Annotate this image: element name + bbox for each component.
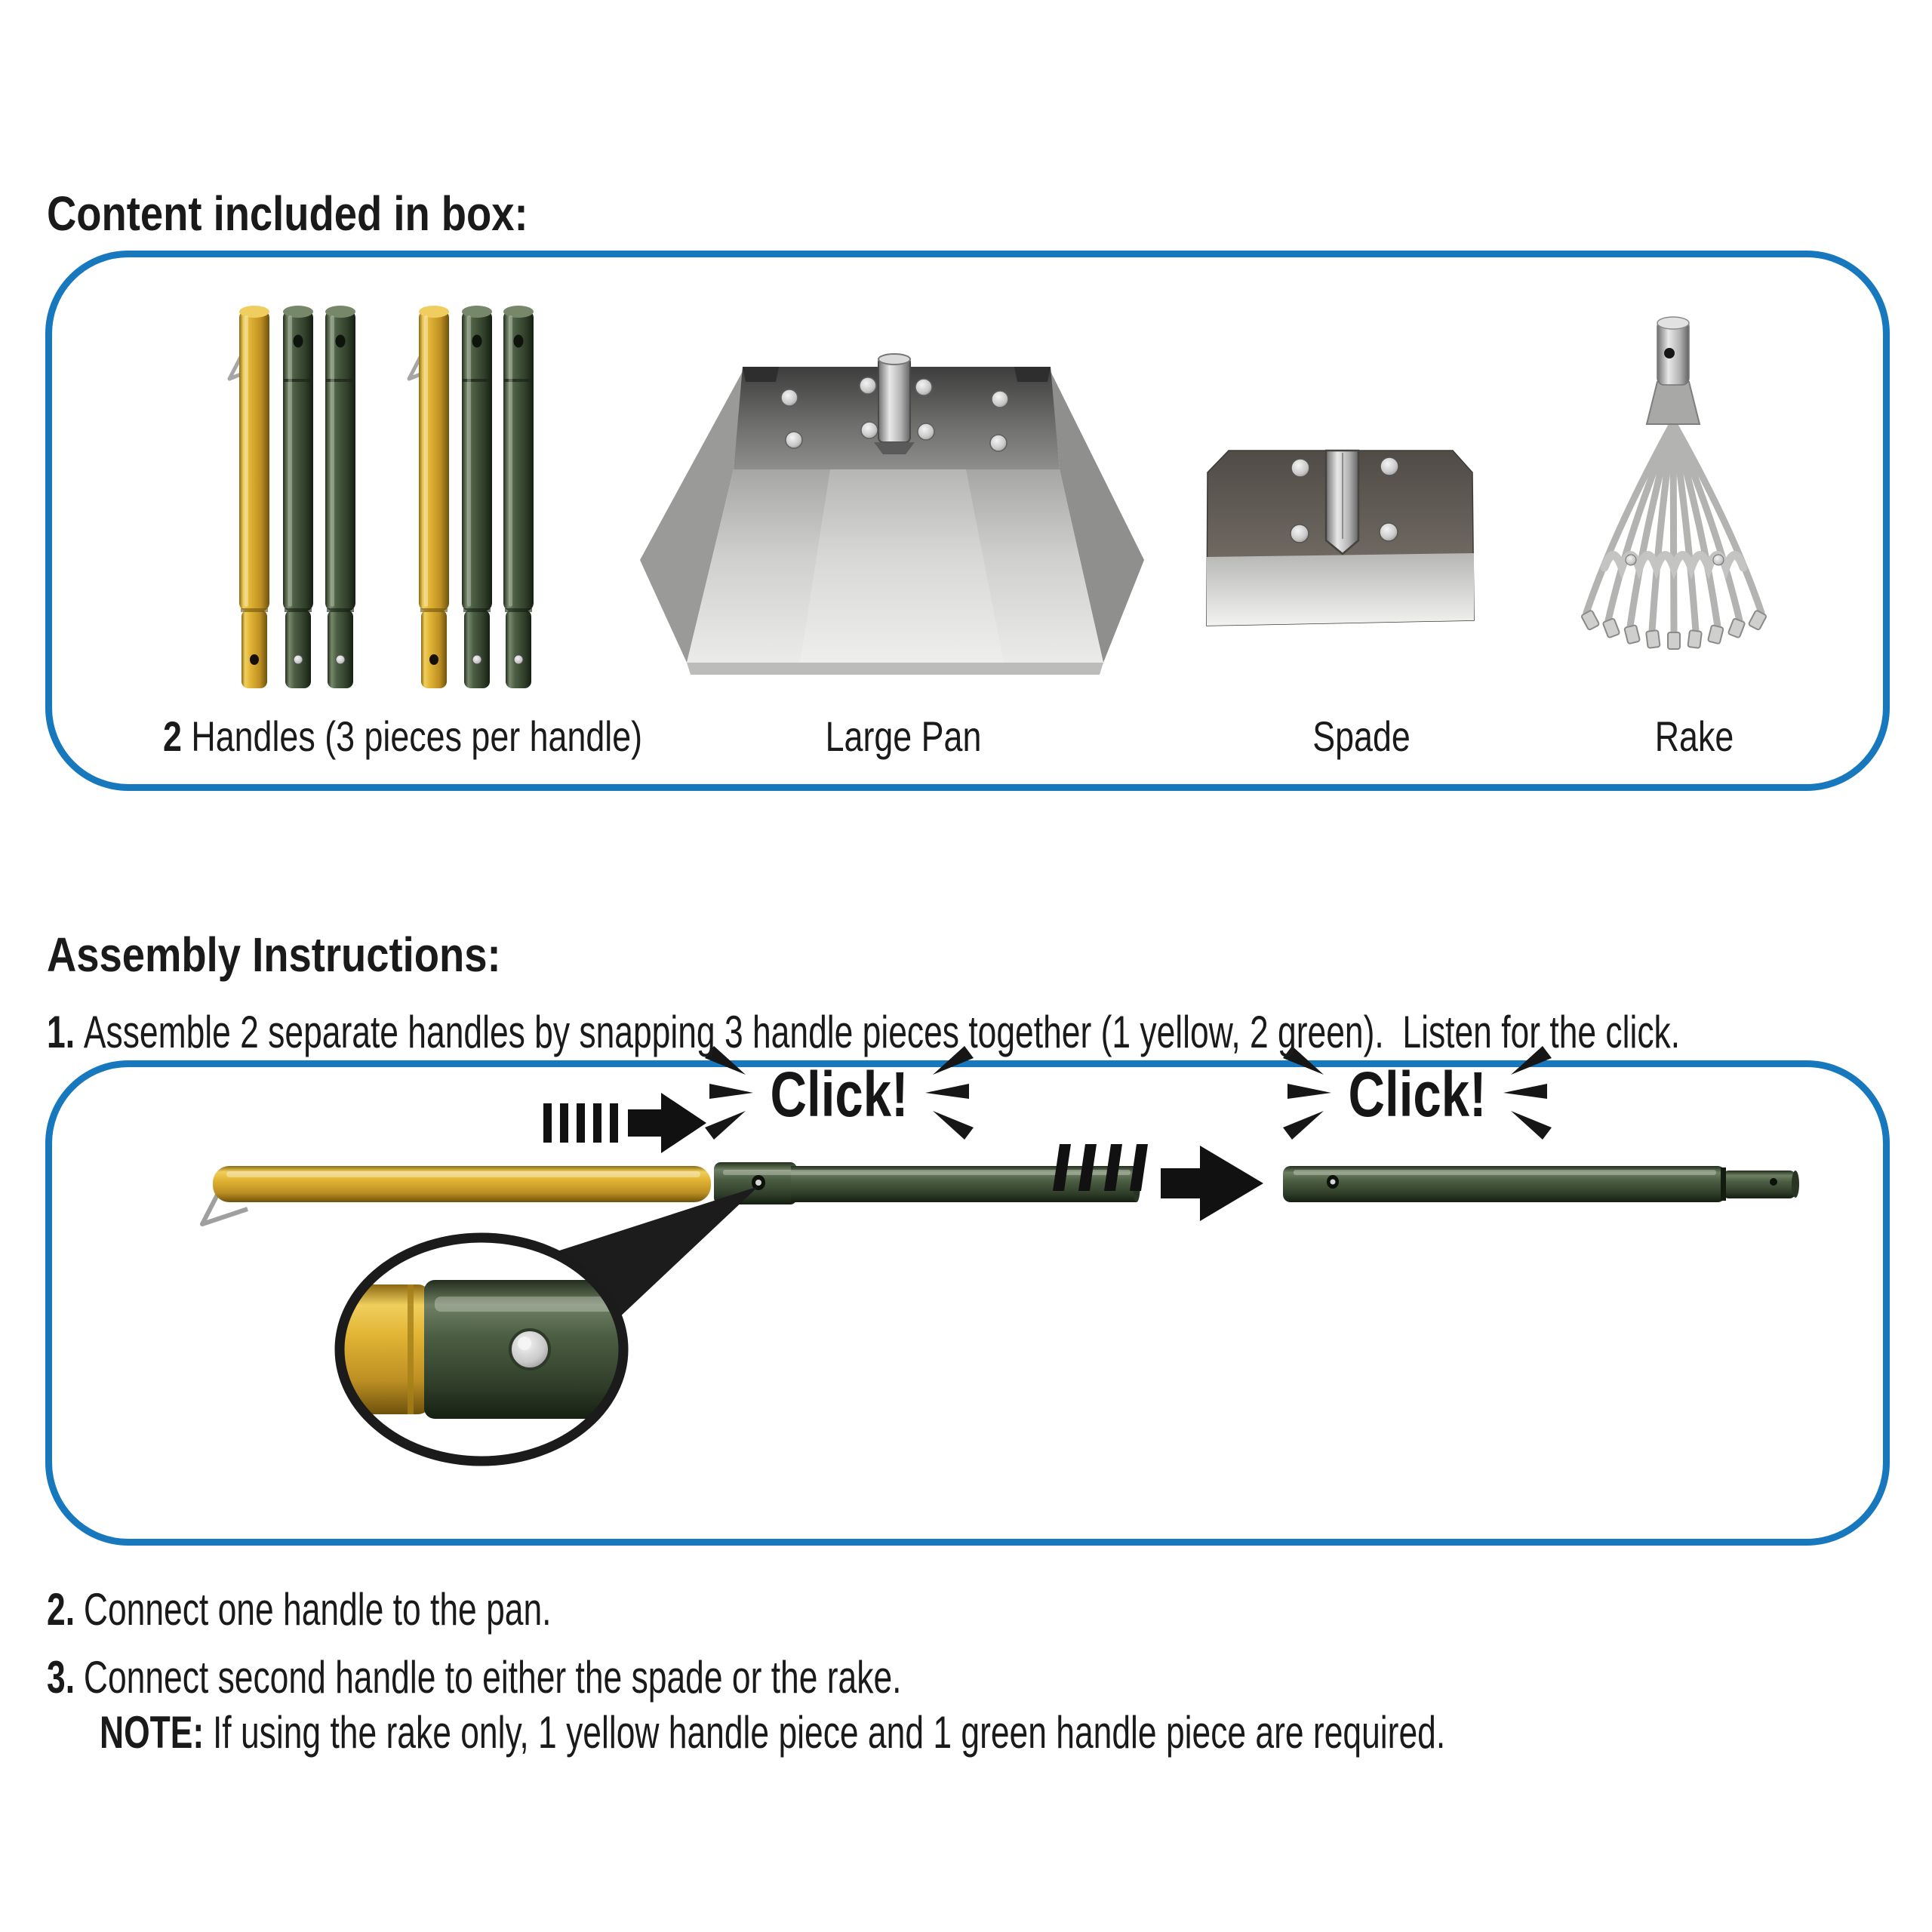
handles-word: Handles: [181, 712, 325, 760]
handle-pieces-illustration: [229, 306, 534, 688]
spade-label: Spade: [1312, 712, 1411, 760]
step-3: [47, 1653, 901, 1703]
step-2-number: 2.: [47, 1584, 75, 1635]
step-2-text: Connect one handle to the pan.: [83, 1584, 552, 1635]
step-3-text: Connect second handle to either the spade or the rake.: [83, 1652, 902, 1703]
step-2: [47, 1585, 552, 1635]
handles-qty: 2: [163, 712, 182, 760]
note-text: If using the rake only, 1 yellow handle piece and 1 green handle piece are required.: [212, 1707, 1446, 1758]
click-label-1: Click!: [770, 1059, 909, 1130]
step-3-number: 3.: [47, 1652, 75, 1703]
large-pan-illustration: [640, 354, 1144, 675]
note-label: NOTE:: [100, 1707, 205, 1758]
click-label-2: Click!: [1348, 1059, 1487, 1130]
assembly-note: [100, 1708, 1445, 1758]
handles-label: [163, 712, 643, 760]
rake-illustration: [1581, 317, 1767, 649]
step-1: [47, 1008, 1680, 1057]
large-pan-label: Large Pan: [825, 712, 982, 760]
spade-illustration: [1207, 451, 1474, 626]
direction-arrow-icon: [1161, 1146, 1263, 1221]
contents-title: Content included in box:: [47, 186, 528, 241]
assembled-handle-illustration: [202, 1046, 1799, 1461]
assembly-heading: Assembly Instructions:: [47, 928, 501, 982]
handles-detail: (3 pieces per handle): [325, 712, 643, 760]
step-1-text: Assemble 2 separate handles by snapping 3 handle pieces together (1 yellow, 2 green). Listen for the click.: [83, 1007, 1681, 1057]
magnifier-callout: [325, 1186, 758, 1461]
push-arrow-icon: [543, 1093, 706, 1153]
step-1-number: 1.: [47, 1007, 75, 1057]
rake-label: Rake: [1654, 712, 1734, 760]
